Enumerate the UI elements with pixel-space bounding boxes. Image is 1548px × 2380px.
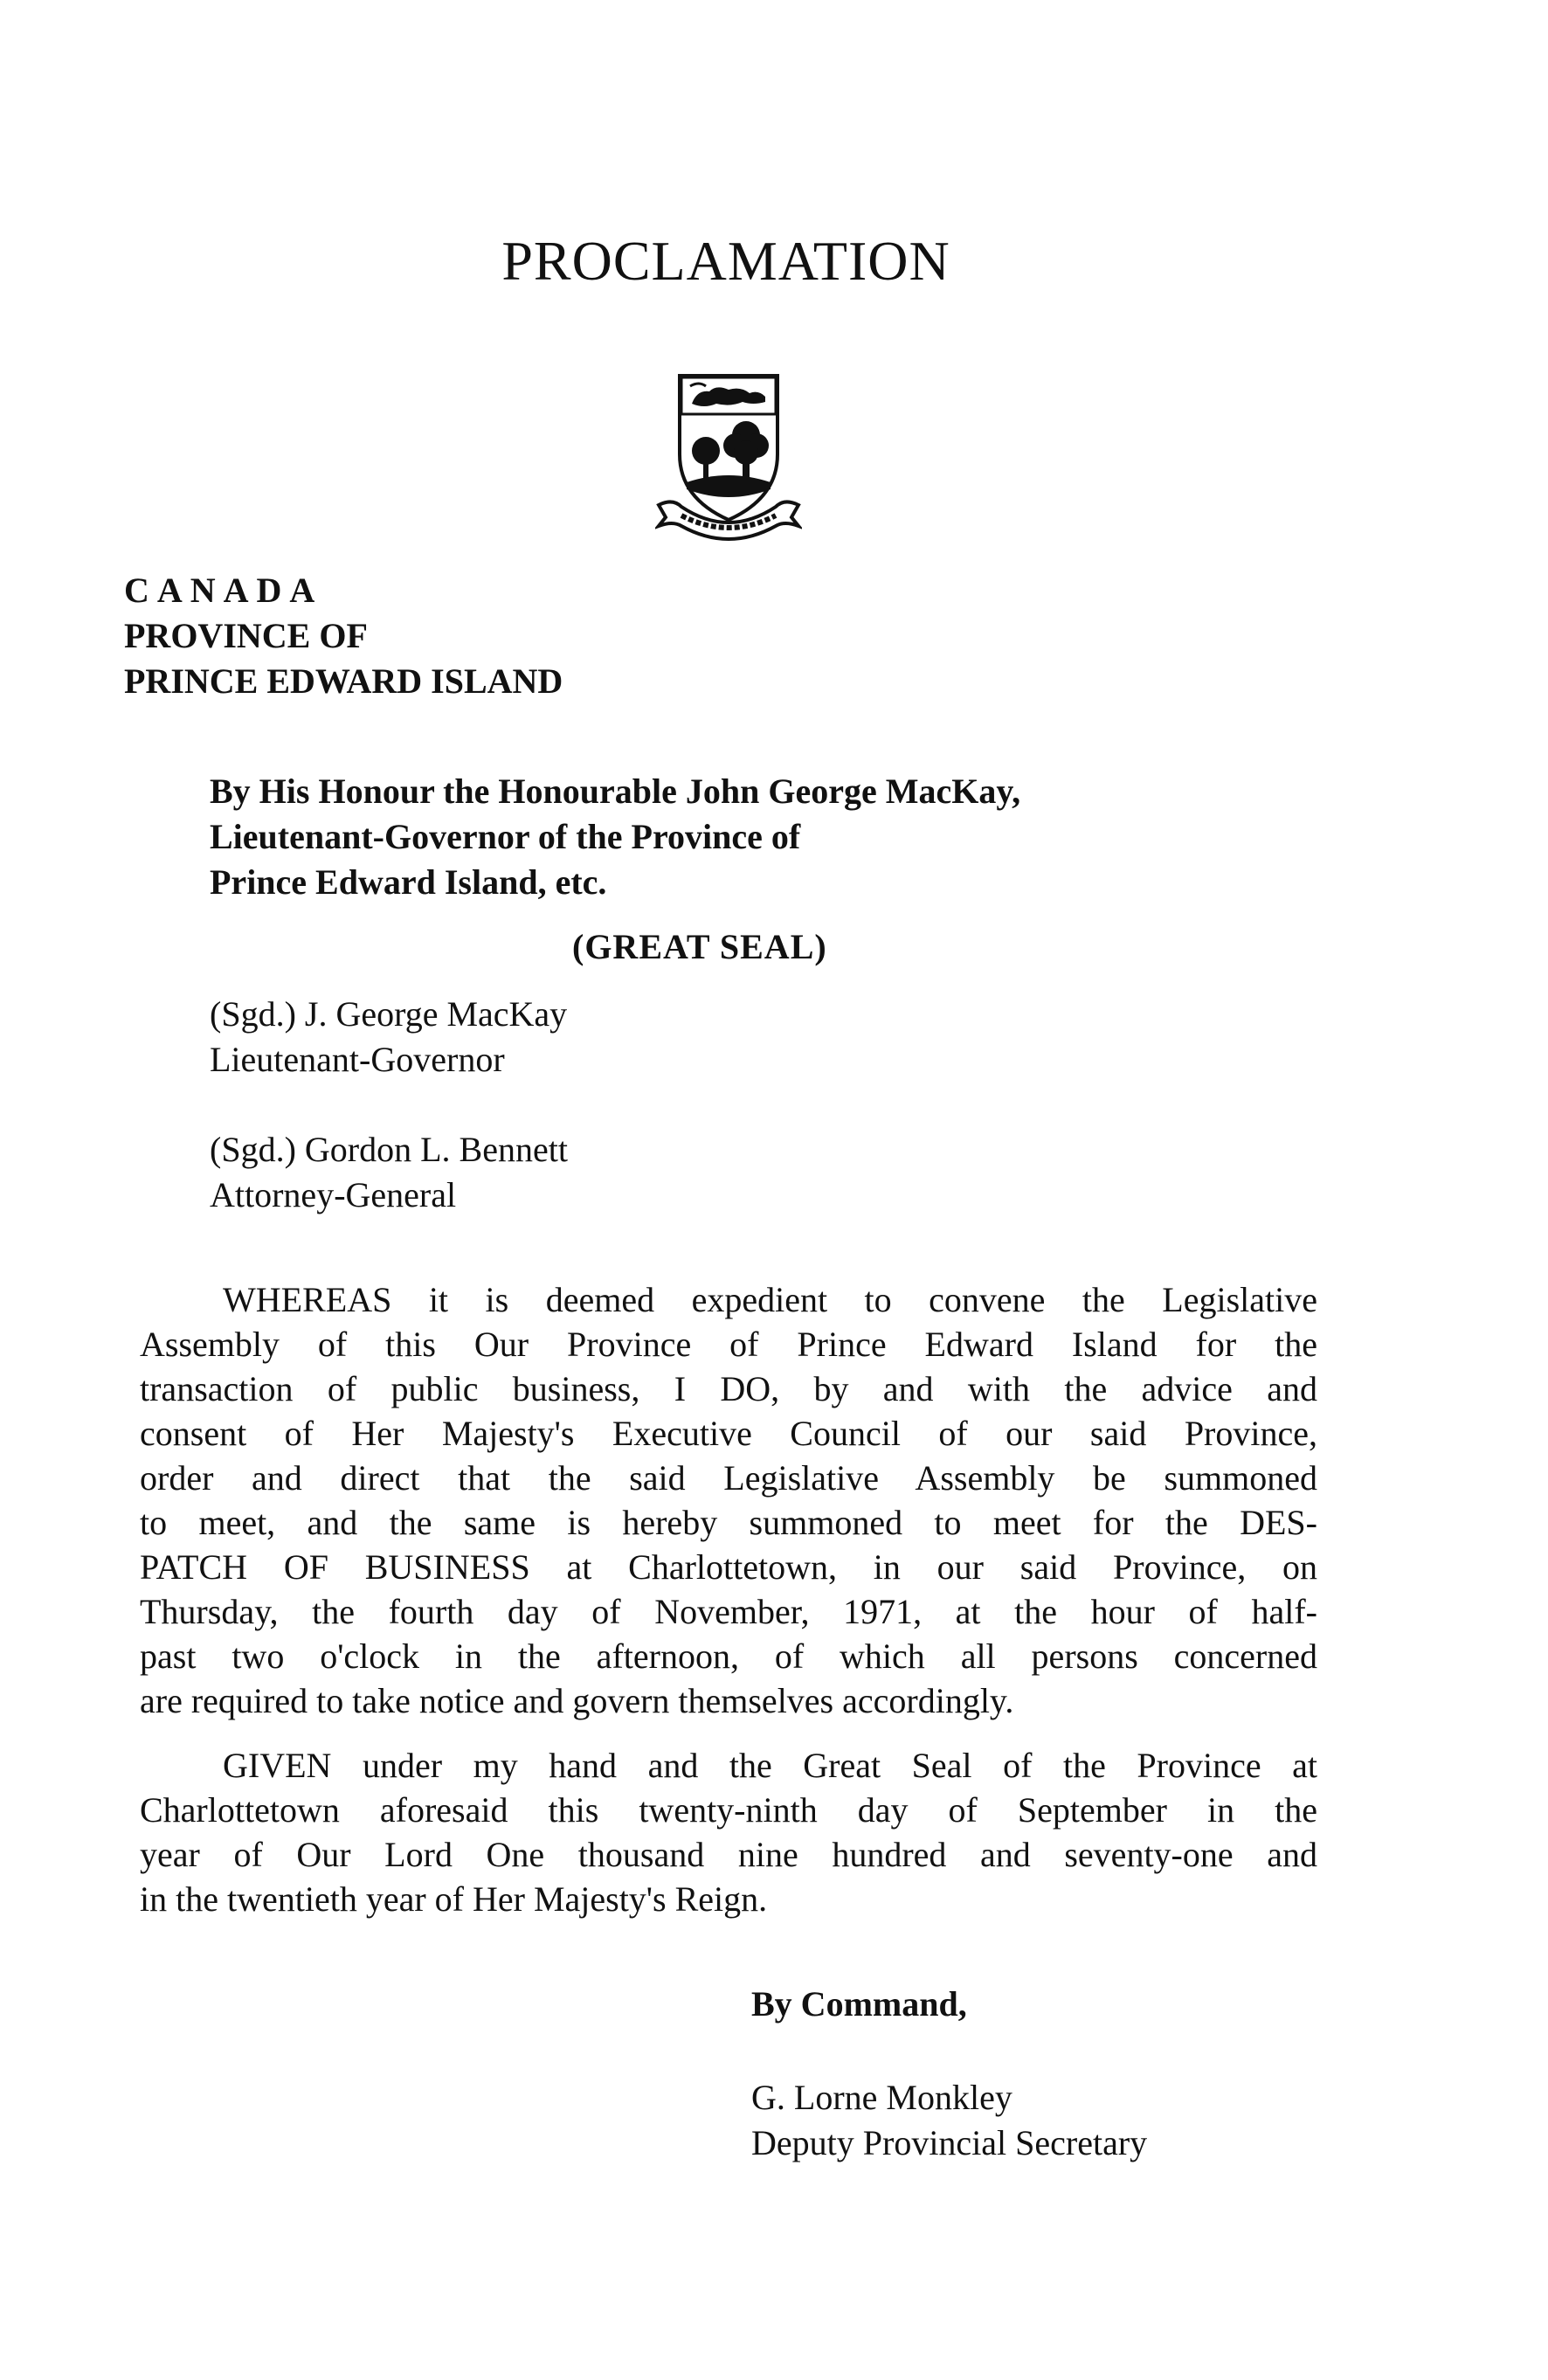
- attorney-name: (Sgd.) Gordon L. Bennett: [210, 1130, 568, 1169]
- whereas-line: Thursday, the fourth day of November, 1971, at the hour of half-: [140, 1592, 1317, 1631]
- whereas-paragraph: [140, 1277, 1317, 1723]
- attorney-title: Attorney-General: [210, 1175, 457, 1214]
- governor-signature: [210, 992, 567, 1083]
- whereas-line: past two o'clock in the afternoon, of which all persons concerned: [140, 1636, 1317, 1676]
- given-paragraph: [140, 1743, 1317, 1921]
- jurisdiction-heading: [124, 568, 563, 704]
- by-command-label: By Command,: [751, 1984, 967, 2024]
- whereas-line: WHEREAS it is deemed expedient to convene the Legislative: [223, 1280, 1317, 1319]
- prince-edward-island-coat-of-arms-icon: [655, 367, 802, 542]
- attorney-signature: [210, 1127, 568, 1218]
- secretary-signature: [751, 2075, 1147, 2166]
- country-name: CANADA: [124, 571, 323, 610]
- province-line-2: PRINCE EDWARD ISLAND: [124, 661, 563, 701]
- whereas-line: consent of Her Majesty's Executive Council of our said Province,: [140, 1414, 1317, 1453]
- province-line-1: PROVINCE OF: [124, 616, 368, 655]
- governor-name: (Sgd.) J. George MacKay: [210, 994, 568, 1034]
- authority-line-3: Prince Edward Island, etc.: [210, 862, 607, 902]
- given-line: Charlottetown aforesaid this twenty-ninth day of September in the: [140, 1790, 1317, 1830]
- authority-line-1: By His Honour the Honourable John George MacKay,: [210, 771, 1021, 811]
- whereas-line: order and direct that the said Legislative Assembly be summoned: [140, 1458, 1317, 1498]
- whereas-line: to meet, and the same is hereby summoned to meet for the DES-: [140, 1503, 1317, 1542]
- whereas-line: Assembly of this Our Province of Prince Edward Island for the: [140, 1325, 1317, 1364]
- authority-line-2: Lieutenant-Governor of the Province of: [210, 817, 801, 856]
- great-seal-label: (GREAT SEAL): [572, 927, 827, 966]
- given-line: GIVEN under my hand and the Great Seal of the Province at: [223, 1746, 1317, 1785]
- whereas-line: PATCH OF BUSINESS at Charlottetown, in our said Province, on: [140, 1547, 1317, 1587]
- whereas-line: are required to take notice and govern themselves accordingly.: [140, 1681, 1014, 1720]
- given-line: in the twentieth year of Her Majesty's Reign.: [140, 1879, 768, 1919]
- secretary-name: G. Lorne Monkley: [751, 2078, 1012, 2117]
- page-title: PROCLAMATION: [501, 230, 950, 292]
- secretary-title: Deputy Provincial Secretary: [751, 2123, 1148, 2162]
- given-line: year of Our Lord One thousand nine hundred and seventy-one and: [140, 1835, 1317, 1874]
- whereas-line: transaction of public business, I DO, by and with the advice and: [140, 1369, 1317, 1408]
- governor-title: Lieutenant-Governor: [210, 1040, 505, 1079]
- authority-block: [210, 769, 1020, 905]
